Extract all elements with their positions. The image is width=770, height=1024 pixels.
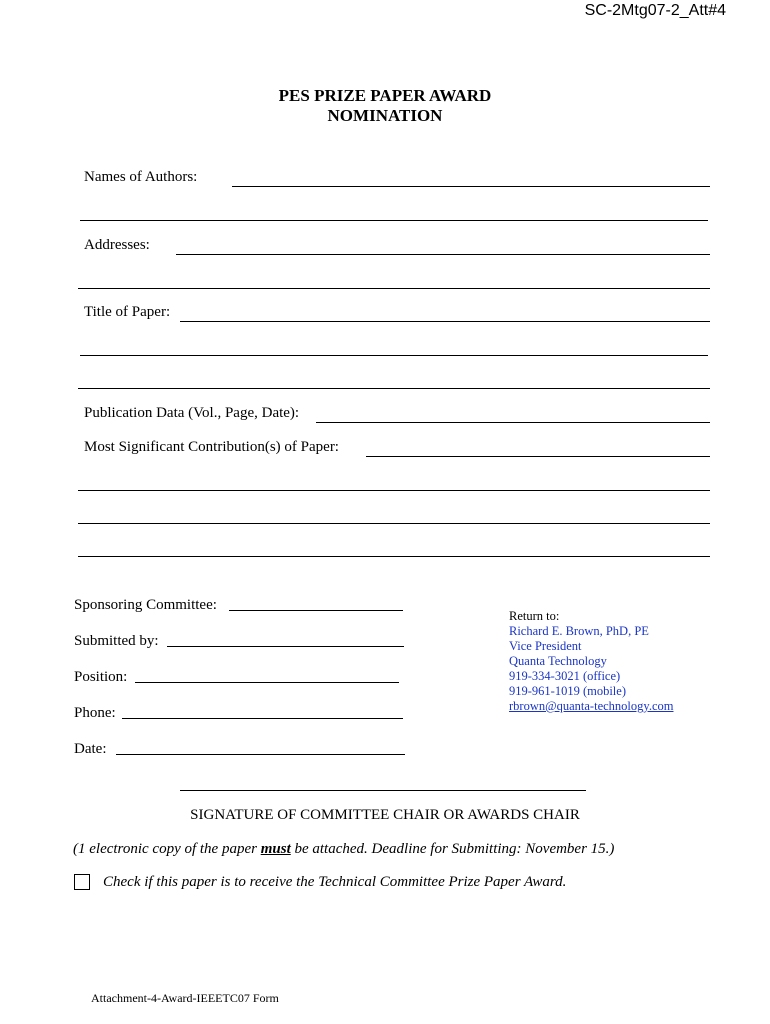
contribution-label: Most Significant Contribution(s) of Paper: bbox=[84, 439, 339, 455]
date-label: Date: bbox=[74, 741, 107, 757]
submission-note bbox=[73, 841, 614, 858]
submitted-by-field[interactable] bbox=[167, 646, 404, 647]
contribution-field[interactable] bbox=[366, 456, 710, 457]
contact-role: Vice President bbox=[509, 639, 582, 653]
prize-award-checkbox[interactable] bbox=[74, 874, 90, 890]
note-emphasis: must bbox=[260, 841, 291, 857]
footer-form-id: Attachment-4-Award-IEEETC07 Form bbox=[91, 991, 279, 1005]
position-label: Position: bbox=[74, 669, 128, 685]
addresses-field[interactable] bbox=[176, 254, 710, 255]
contact-phone-office: 919-334-3021 (office) bbox=[509, 669, 621, 683]
checkbox-label: Check if this paper is to receive the Technical Committee Prize Paper Award. bbox=[103, 874, 567, 890]
paper-title-field-line-2[interactable] bbox=[80, 355, 708, 356]
paper-title-label: Title of Paper: bbox=[84, 304, 171, 320]
note-text-before: (1 electronic copy of the paper bbox=[73, 841, 261, 857]
authors-field[interactable] bbox=[232, 186, 710, 187]
contact-name: Richard E. Brown, PhD, PE bbox=[509, 624, 649, 638]
form-subtitle: NOMINATION bbox=[327, 106, 443, 125]
publication-label: Publication Data (Vol., Page, Date): bbox=[84, 405, 300, 421]
return-to-block bbox=[509, 609, 673, 714]
sponsoring-field[interactable] bbox=[229, 610, 403, 611]
signature-field[interactable] bbox=[180, 790, 586, 791]
publication-field[interactable] bbox=[316, 422, 710, 423]
date-field[interactable] bbox=[116, 754, 405, 755]
sponsoring-label: Sponsoring Committee: bbox=[74, 597, 217, 613]
contact-email-link[interactable]: rbrown@quanta-technology.com bbox=[509, 699, 674, 713]
contribution-field-line-3[interactable] bbox=[78, 523, 710, 524]
authors-label: Names of Authors: bbox=[84, 169, 198, 185]
contact-company: Quanta Technology bbox=[509, 654, 607, 668]
addresses-field-line-2[interactable] bbox=[78, 288, 710, 289]
position-field[interactable] bbox=[135, 682, 399, 683]
paper-title-field[interactable] bbox=[180, 321, 710, 322]
paper-title-field-line-3[interactable] bbox=[78, 388, 710, 389]
authors-field-line-2[interactable] bbox=[80, 220, 708, 221]
return-to-label: Return to: bbox=[509, 609, 560, 623]
document-code: SC-2Mtg07-2_Att#4 bbox=[584, 2, 726, 19]
addresses-label: Addresses: bbox=[84, 237, 150, 253]
contribution-field-line-2[interactable] bbox=[78, 490, 710, 491]
submitted-by-label: Submitted by: bbox=[74, 633, 159, 649]
contribution-field-line-4[interactable] bbox=[78, 556, 710, 557]
form-title: PES PRIZE PAPER AWARD bbox=[278, 86, 492, 105]
note-text-after: be attached. Deadline for Submitting: November 15.) bbox=[290, 841, 615, 857]
contact-phone-mobile: 919-961-1019 (mobile) bbox=[509, 684, 626, 698]
signature-label: SIGNATURE OF COMMITTEE CHAIR OR AWARDS CHAIR bbox=[190, 807, 580, 823]
phone-field[interactable] bbox=[122, 718, 403, 719]
phone-label: Phone: bbox=[74, 705, 116, 721]
